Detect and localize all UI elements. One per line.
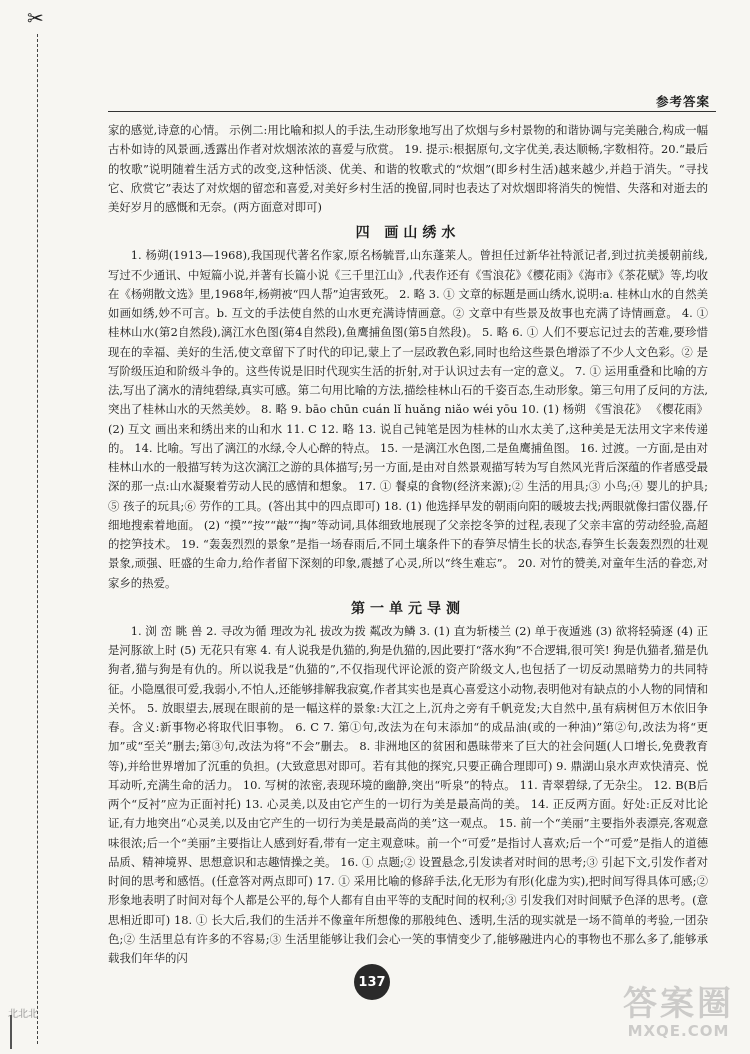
answer-paragraph: 1. 浏 峦 眺 兽 2. 寻改为循 理改为礼 拔改为拨 粼改为鳞 3. (1) 直为斩楼兰 (2) 单于夜遁逃 (3) 欲将轻骑逐 (4) 正是河豚欲上时 (5) 无花只有寒 4. 有人说我是仇猫的,狗是仇猫的,因此要打“落水狗”不合逻辑,很可笑! 狗是仇猫者,猫是仇狗者,猫与狗是有仇的。所以说我是“仇猫的”,不仅指现代评论派的资产阶级文人,也包括了一切反动黑暗势力的共同特征。小隐凰很可爱,我弱小,不怕人,还能够排解我寂寞,作者其实也是真心喜爱这小动物,表明他对有缺点的小人物的同情和关怀。 5. 放眼望去,展现在眼前的是一幅这样的景象:大江之上,沉舟之旁有千帆竞发;大自然中,虽有病树但万木依旧争春。含义:新事物必将取代旧事物。 6. C 7. 第①句,改法为在句末添加“的成品油(或的一种油)”第②句,改法为将“更加”或“至关”删去;第③句,改法为将“不会”删去。 8. 非洲地区的贫困和愚昧带来了巨大的社会问题(人口增长,免费教育等),并给世界增加了沉重的负担。(大致意思对即可。若有其他的探究,只要正确合理即可) 9. 鼎湖山泉水声欢快清亮、悦耳动听,充满生命的活力。 10. 写树的浓密,表现环境的幽静,突出“听泉”的特点。 11. 青翠碧绿,了无杂尘。 12. B(B后两个“反衬”应为正面衬托) 13. 心灵美,以及由它产生的一切行为美是最高尚的美。 14. 正反两方面。好处:正反对比论证,有力地突出“心灵美,以及由它产生的一切行为美是最高尚的美”这一观点。 15. 前一个“美丽”主要指外表漂亮,客观意味很浓;后一个“美丽”主要指让人感到好看,带有一定主观意味。前一个“可爱”是指讨人喜欢;后一个“可爱”是指人的道德品质、精神境界、思想意识和志趣情操之美。 16. ① 点题;② 设置悬念,引发读者对时间的思考;③ 引起下文,引发作者对时间的思考和感悟。(任意答对两点即可) 17. ① 采用比喻的修辞手法,化无形为有形(化虚为实),把时间写得具体可感;② 形象地表明了时间对每个人都是公平的,每个人都有自由平等的支配时间的权利;③ 引发我们对时间赋予色泽的思考。(意思相近即可) 18. ① 长大后,我们的生活并不像童年所想像的那般纯色、透明,生活的现实就是一场不简单的考验,一团杂色;② 生活里总有许多的不容易;③ 生活里能够让我们会心一笑的事情变少了,能够融进内心的事物也不那么多了,能够承载我们年华的闪 (108, 623, 708, 965)
section-title: 第一单元导测 (351, 600, 465, 617)
page-number: 137 (354, 964, 390, 1000)
header-rule (108, 111, 716, 112)
scissors-icon: ✂ (27, 6, 44, 30)
watermark-text: 答案圈 (623, 984, 734, 1024)
section-title: 四 画山绣水 (355, 225, 461, 242)
header-label: 参考答案 (655, 94, 710, 109)
margin-note: 北北北 (8, 1009, 38, 1020)
cut-line (37, 34, 38, 1044)
answer-paragraph: 家的感觉,诗意的心情。 示例二:用比喻和拟人的手法,生动形象地写出了炊烟与乡村景物的和谐协调与完美融合,构成一幅古朴如诗的风景画,透露出作者对炊烟浓浓的喜爱与欣赏。 19. 提示:根据原句,文字优美,表达顺畅,字数相符。20.“最后的牧歌”说明随着生活方式的改变,这种恬淡、优美、和谐的牧歌式的“炊烟”(即乡村生活)越来越少,并趋于消失。“寻找它、欣赏它”表达了对炊烟的留恋和喜爱,对美好乡村生活的挽留,同时也表达了对炊烟即将消失的惋惜、失落和对逝去的美好岁月的感慨和无奈。(两方面意对即可) (108, 123, 708, 214)
answer-content (108, 121, 708, 968)
watermark-url: MXQE.COM (627, 1022, 730, 1040)
answer-paragraph: 1. 杨朔(1913—1968),我国现代著名作家,原名杨毓晋,山东蓬莱人。曾担任过新华社特派记者,到过抗美援朝前线,写过不少通讯、中短篇小说,并著有长篇小说《三千里江山》,代表作还有《雪浪花》《樱花雨》《海市》《茶花赋》等,均收在《杨朔散文选》里,1968年,杨朔被“四人帮”迫害致死。 2. 略 3. ① 文章的标题是画山绣水,说明:a. 桂林山水的自然美如画如绣,妙不可言。b. 互文的手法使自然的山水更充满诗情画意。② 文章中有些景及故事也充满了诗情画意。 4. ① 桂林山水(第2自然段),漓江水色图(第4自然段),鱼鹰捕鱼图(第5自然段)。 5. 略 6. ① 人们不要忘记过去的苦难,要珍惜现在的幸福、美好的生活,使文章留下了时代的印记,蒙上了一层政教色彩,同时也给这些景色增添了不少人文色彩。② 是写阶级压迫和阶级斗争的。这些传说是旧时代现实生活的折射,对于认识过去有一定的意义。 7. ① 运用重叠和比喻的方法,写出了漓水的清纯碧绿,真实可感。第二句用比喻的方法,描绘桂林山石的千姿百态,生动形象。第三句用了反问的方法,突出了桂林山水的天然美妙。 8. 略 9. bāo chūn cuán lǐ huǎng niǎo wéi yōu 10. (1) 杨朔 《雪浪花》 《樱花雨》 (2) 互文 画出来和绣出来的山和水 11. C 12. 略 13. 说自己钝笔是因为桂林的山水太美了,这种美是无法用文字来传递的。 14. 比喻。写出了漓江的水绿,令人心醉的特点。 15. 一是漓江水色图,二是鱼鹰捕鱼图。 16. 过渡。一方面,是由对桂林山水的一般描写转为这次漓江之游的具体描写;另一方面,是由对自然景观描写转为写自然风光背后深蕴的作者感受最深的那一点:山水凝聚着劳动人民的感情和想象。 17. ① 餐桌的食物(经济来源);② 生活的用具;③ 小鸟;④ 婴儿的护具;⑤ 孩子的玩具;⑥ 劳作的工具。(答出其中的四点即可) 18. (1) 他选择早发的朝雨向阳的暖坡去找;两眼就像扫雷仪器,仔细地搜索着地面。 (2) “摸”“按”“敲”“掏”等动词,具体细致地展现了父亲挖冬笋的过程,表现了父亲丰富的劳动经验,高超的挖笋技术。 19. “轰轰烈烈的景象”是指一场春雨后,不同土壤条件下的春笋尽情生长的状态,春笋生长轰轰烈烈的壮观景象,顽强、旺盛的生命力,给作者留下深刻的印象,震撼了心灵,所以“终生难忘”。 20. 对竹的赞美,对童年生活的眷恋,对家乡的热爱。 (108, 248, 708, 590)
margin-bar (10, 1015, 12, 1049)
watermark-logo (623, 986, 734, 1040)
